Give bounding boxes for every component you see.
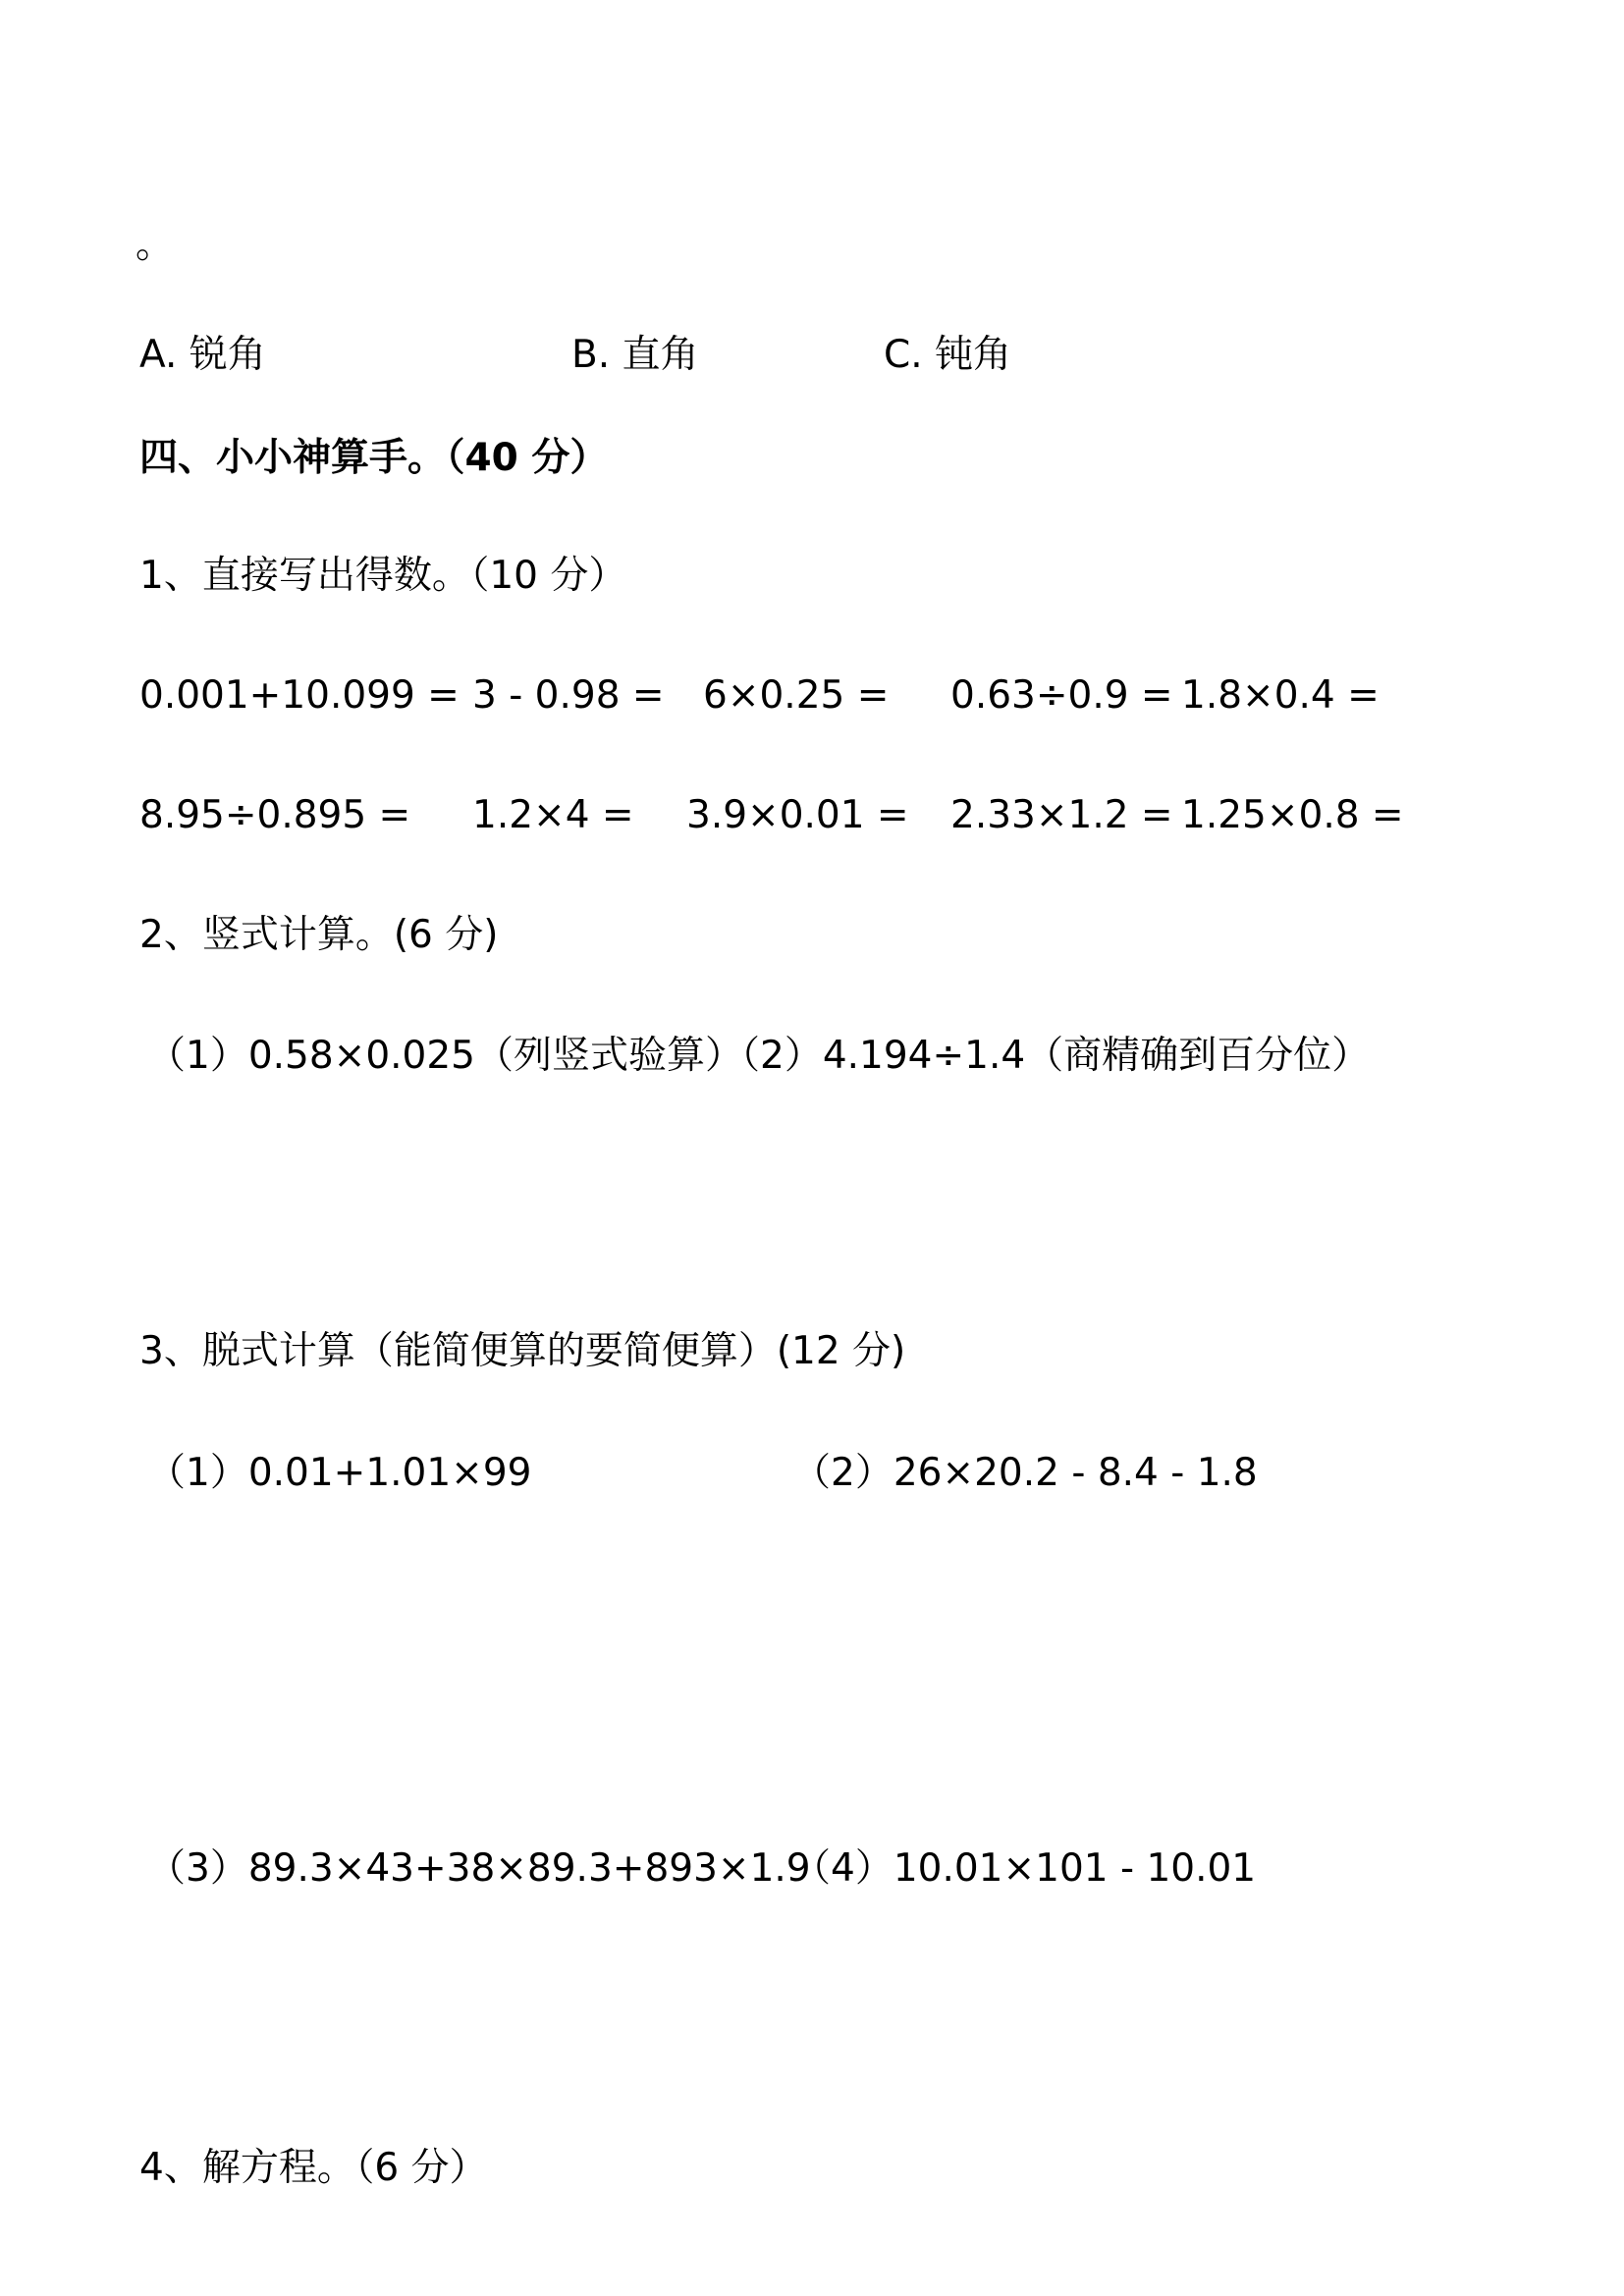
- q1-row1-item1: 0.001+10.099 =: [139, 673, 460, 718]
- q4-title: 4、解方程。（6 分）: [139, 2146, 488, 2190]
- section-4-title: 四、小小神算手。（40 分）: [139, 436, 609, 480]
- q1-row2-item3: 3.9×0.01 =: [686, 793, 909, 837]
- q2-part2: （2）4.194÷1.4（商精确到百分位）: [722, 1034, 1371, 1078]
- choice-a: A. 锐角: [139, 333, 266, 377]
- lead-mark: 。: [135, 223, 175, 267]
- q1-row2-item5: 1.25×0.8 =: [1181, 793, 1404, 837]
- q3-part2: （2）26×20.2 - 8.4 - 1.8: [792, 1451, 1258, 1495]
- q2-part1: （1）0.58×0.025（列竖式验算）: [147, 1034, 743, 1078]
- choice-c: C. 钝角: [884, 333, 1012, 377]
- q3-title: 3、脱式计算（能简便算的要简便算）(12 分): [139, 1329, 906, 1373]
- choice-b: B. 直角: [571, 333, 699, 377]
- q1-row2-item2: 1.2×4 =: [472, 793, 634, 837]
- q2-title: 2、竖式计算。(6 分): [139, 913, 499, 957]
- q1-row1-item4: 0.63÷0.9 =: [950, 673, 1173, 718]
- q1-title: 1、直接写出得数。（10 分）: [139, 554, 627, 598]
- q3-part4: （4）10.01×101 - 10.01: [792, 1846, 1257, 1891]
- q1-row1-item5: 1.8×0.4 =: [1181, 673, 1380, 718]
- q1-row2-item1: 8.95÷0.895 =: [139, 793, 411, 837]
- q3-part1: （1）0.01+1.01×99: [147, 1451, 532, 1495]
- q3-part3: （3）89.3×43+38×89.3+893×1.9: [147, 1846, 811, 1891]
- q1-row2-item4: 2.33×1.2 =: [950, 793, 1173, 837]
- q1-row1-item3: 6×0.25 =: [703, 673, 890, 718]
- q1-row1-item2: 3 - 0.98 =: [472, 673, 665, 718]
